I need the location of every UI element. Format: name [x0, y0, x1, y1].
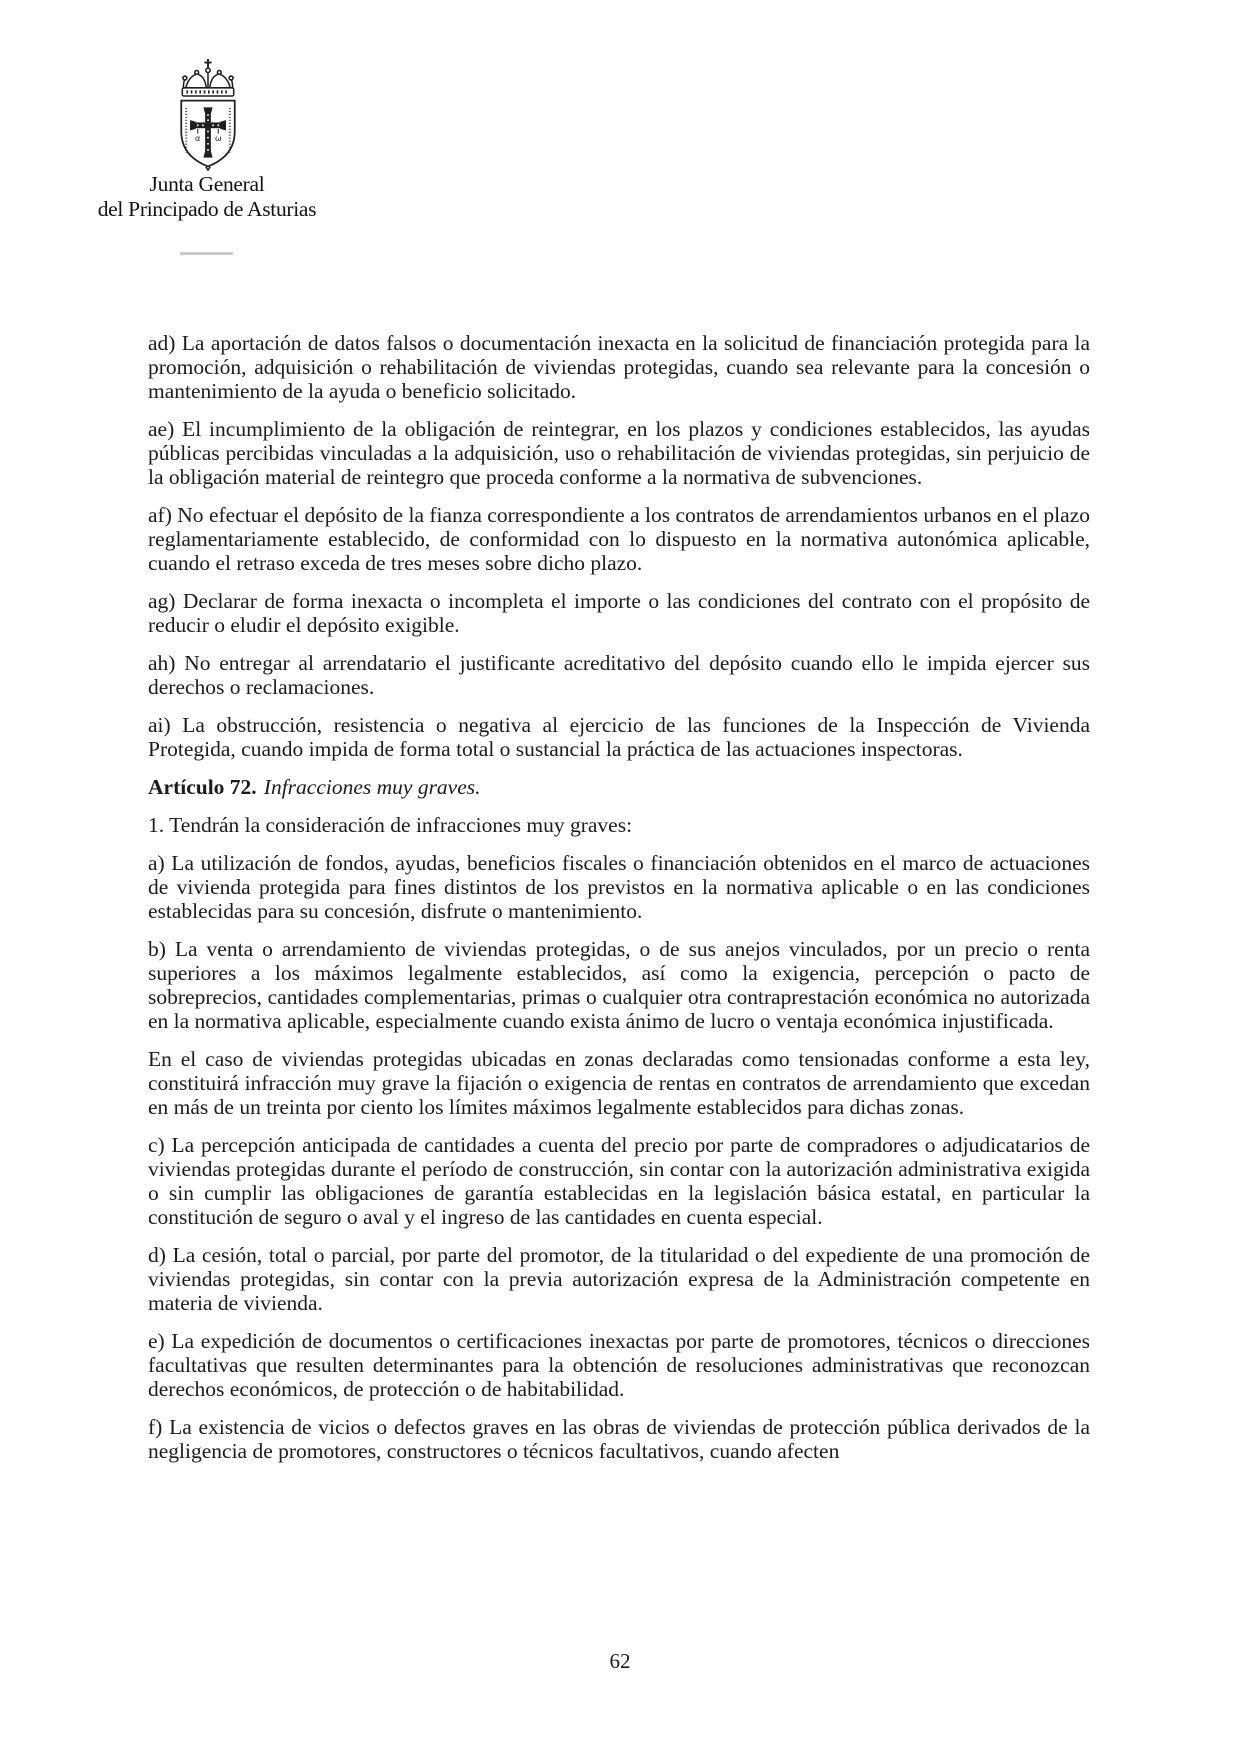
paragraph-f: f) La existencia de vicios o defectos graves en las obras de viviendas de protección pública derivados de la negligencia de promotores, constructores o técnicos facultativos, cuando afecten: [148, 1415, 1090, 1463]
svg-text:ω: ω: [214, 133, 222, 144]
paragraph-ag: ag) Declarar de forma inexacta o incompleta el importe o las condiciones del contrato con el propósito de reducir o eludir el depósito exigible.: [148, 589, 1090, 637]
org-name-line1: Junta General: [149, 172, 265, 196]
paragraph-c: c) La percepción anticipada de cantidades a cuenta del precio por parte de compradores o adjudicatarios de viviendas protegidas durante el período de construcción, sin contar con la autorización administrativa exigida o sin cumplir las obligaciones de garantía establecidas en la legislación básica estatal, en particular la constitución de seguro o aval y el ingreso de las cantidades en cuenta especial.: [148, 1133, 1090, 1229]
paragraph-1-intro: 1. Tendrán la consideración de infracciones muy graves:: [148, 813, 633, 837]
document-body: [148, 331, 1090, 1477]
page-number: 62: [609, 1649, 631, 1673]
paragraph-af: af) No efectuar el depósito de la fianza correspondiente a los contratos de arrendamientos urbanos en el plazo reglamentariamente establecido, de conformidad con lo dispuesto en la normativa autonómica aplicable, cuando el retraso exceda de tres meses sobre dicho plazo.: [148, 503, 1090, 575]
org-name: [57, 172, 357, 222]
org-name-line2: del Principado de Asturias: [97, 197, 317, 221]
article-number: Artículo 72.: [148, 775, 257, 799]
svg-text:α: α: [195, 133, 201, 144]
paragraph-b-tensionadas: En el caso de viviendas protegidas ubicadas en zonas declaradas como tensionadas conforme a esta ley, constituirá infracción muy grave la fijación o exigencia de rentas en contratos de arrendamiento que excedan en más de un treinta por ciento los límites máximos legalmente establecidos para dichas zonas.: [148, 1047, 1090, 1119]
article-title: Infracciones muy graves.: [263, 775, 481, 799]
paragraph-e: e) La expedición de documentos o certificaciones inexactas por parte de promotores, técnicos o direcciones facultativas que resulten determinantes para la obtención de resoluciones administrativas que reconozcan derechos económicos, de protección o de habitabilidad.: [148, 1329, 1090, 1401]
letterhead-rule: [180, 252, 233, 255]
paragraph-a: a) La utilización de fondos, ayudas, beneficios fiscales o financiación obtenidos en el marco de actuaciones de vivienda protegida para fines distintos de los previstos en la normativa aplicable o en las condiciones establecidas para su concesión, disfrute o mantenimiento.: [148, 851, 1090, 923]
paragraph-ah: ah) No entregar al arrendatario el justificante acreditativo del depósito cuando ello le impida ejercer sus derechos o reclamaciones.: [148, 651, 1090, 699]
paragraph-ad: ad) La aportación de datos falsos o documentación inexacta en la solicitud de financiación protegida para la promoción, adquisición o rehabilitación de viviendas protegidas, cuando sea relevante para la concesión o mantenimiento de la ayuda o beneficio solicitado.: [148, 331, 1090, 403]
paragraph-b: b) La venta o arrendamiento de viviendas protegidas, o de sus anejos vinculados, por un precio o renta superiores a los máximos legalmente establecidos, así como la exigencia, percepción o pacto de sobreprecios, cantidades complementarias, primas o cualquier otra contraprestación económica no autorizada en la normativa aplicable, especialmente cuando exista ánimo de lucro o ventaja económica injustificada.: [148, 937, 1090, 1033]
paragraph-ae: ae) El incumplimiento de la obligación de reintegrar, en los plazos y condiciones establecidos, las ayudas públicas percibidas vinculadas a la adquisición, uso o rehabilitación de viviendas protegidas, sin perjuicio de la obligación material de reintegro que proceda conforme a la normativa de subvenciones.: [148, 417, 1090, 489]
paragraph-d: d) La cesión, total o parcial, por parte del promotor, de la titularidad o del expediente de una promoción de viviendas protegidas, sin contar con la previa autorización expresa de la Administración competente en materia de vivienda.: [148, 1243, 1090, 1315]
asturias-coat-of-arms-icon: [171, 56, 245, 172]
article-72-heading: [148, 775, 1090, 799]
paragraph-ai: ai) La obstrucción, resistencia o negativa al ejercicio de las funciones de la Inspección de Vivienda Protegida, cuando impida de forma total o sustancial la práctica de las actuaciones inspectoras.: [148, 713, 1090, 761]
